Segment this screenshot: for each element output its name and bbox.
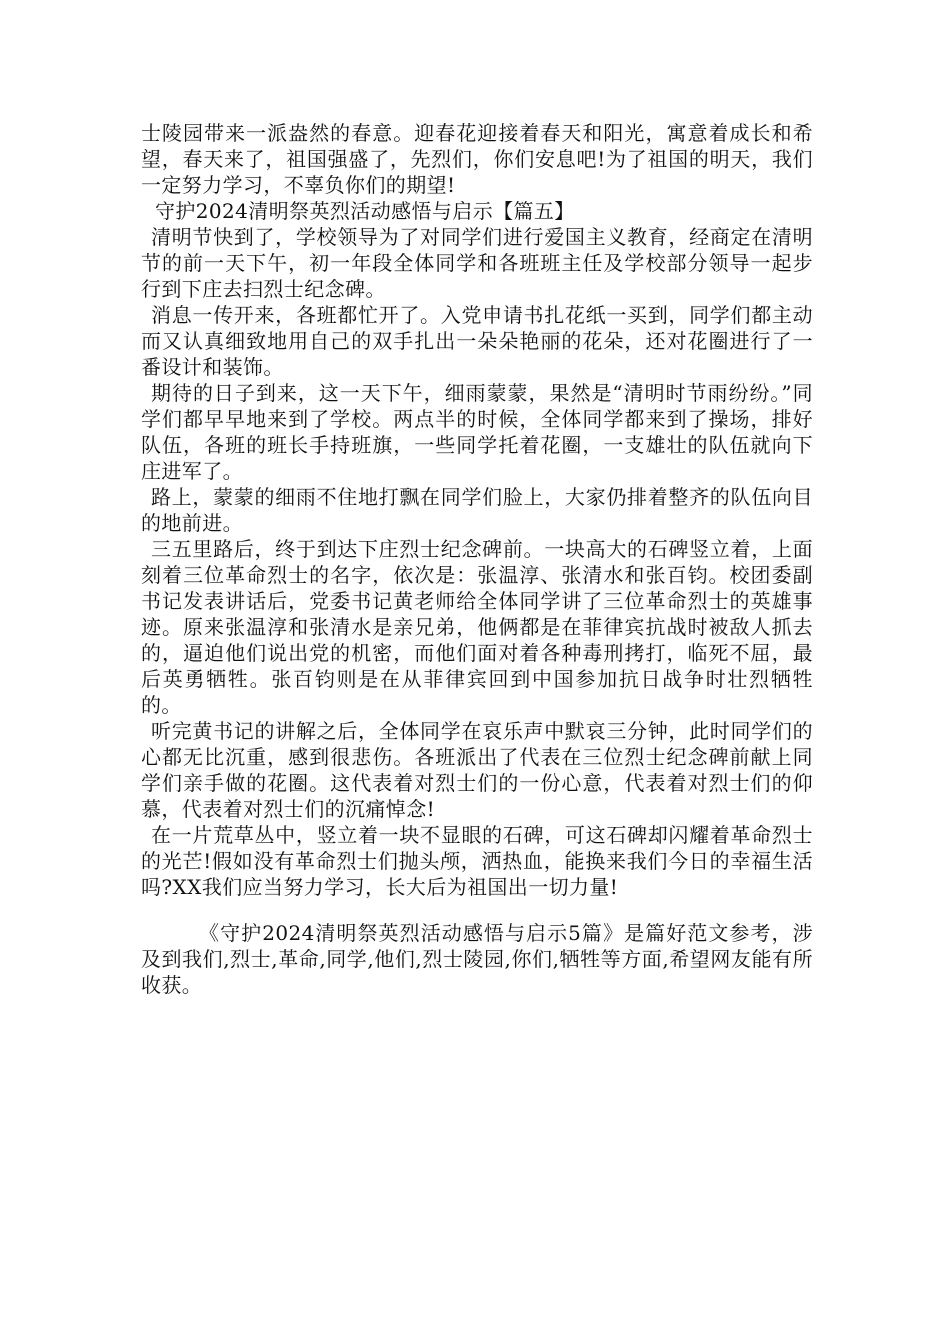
section-heading: 守护2024清明祭英烈活动感悟与启示【篇五】	[155, 199, 575, 223]
paragraph: 路上，蒙蒙的细雨不住地打飘在同学们脸上，大家仍排着整齐的队伍向目的地前进。	[141, 485, 813, 535]
paragraph: 听完黄书记的讲解之后，全体同学在哀乐声中默哀三分钟，此时同学们的心都无比沉重，感到很悲伤。各班派出了代表在三位烈士纪念碑前献上同学们亲手做的花圈。这代表着对烈士们的一份心意，代表着对烈士们的仰慕，代表着对烈士们的沉痛悼念!	[141, 719, 813, 821]
paragraph: 在一片荒草丛中，竖立着一块不显眼的石碑，可这石碑却闪耀着革命烈士的光芒!假如没有革命烈士们抛头颅，洒热血，能换来我们今日的幸福生活吗?XX我们应当努力学习，长大后为祖国出一切力量!	[141, 823, 813, 899]
paragraph-continuation: 士陵园带来一派盎然的春意。迎春花迎接着春天和阳光，寓意着成长和希望，春天来了，祖国强盛了，先烈们，你们安息吧!为了祖国的明天，我们一定努力学习，不辜负你们的期望!	[141, 121, 813, 197]
paragraph: 清明节快到了，学校领导为了对同学们进行爱国主义教育，经商定在清明节的前一天下午，初一年段全体同学和各班班主任及学校部分领导一起步行到下庄去扫烈士纪念碑。	[141, 225, 813, 301]
summary-paragraph: 《守护2024清明祭英烈活动感悟与启示5篇》是篇好范文参考，涉及到我们,烈士,革命,同学,他们,烈士陵园,你们,牺牲等方面,希望网友能有所收获。	[141, 921, 813, 997]
paragraph: 期待的日子到来，这一天下午，细雨蒙蒙，果然是“清明时节雨纷纷。”同学们都早早地来到了学校。两点半的时候，全体同学都来到了操场，排好队伍，各班的班长手持班旗，一些同学托着花圈，一支雄壮的队伍就向下庄进军了。	[141, 381, 813, 483]
document-body	[141, 120, 813, 900]
paragraph: 消息一传开来，各班都忙开了。入党申请书扎花纸一买到，同学们都主动而又认真细致地用自己的双手扎出一朵朵艳丽的花朵，还对花圈进行了一番设计和装饰。	[141, 303, 813, 379]
paragraph: 三五里路后，终于到达下庄烈士纪念碑前。一块高大的石碑竖立着，上面刻着三位革命烈士的名字，依次是：张温淳、张清水和张百钧。校团委副书记发表讲话后，党委书记黄老师给全体同学讲了三位革命烈士的英雄事迹。原来张温淳和张清水是亲兄弟，他俩都是在菲律宾抗战时被敌人抓去的，逼迫他们说出党的机密，而他们面对着各种毒刑拷打，临死不屈，最后英勇牺牲。张百钧则是在从菲律宾回到中国参加抗日战争时壮烈牺牲的。	[141, 537, 813, 717]
